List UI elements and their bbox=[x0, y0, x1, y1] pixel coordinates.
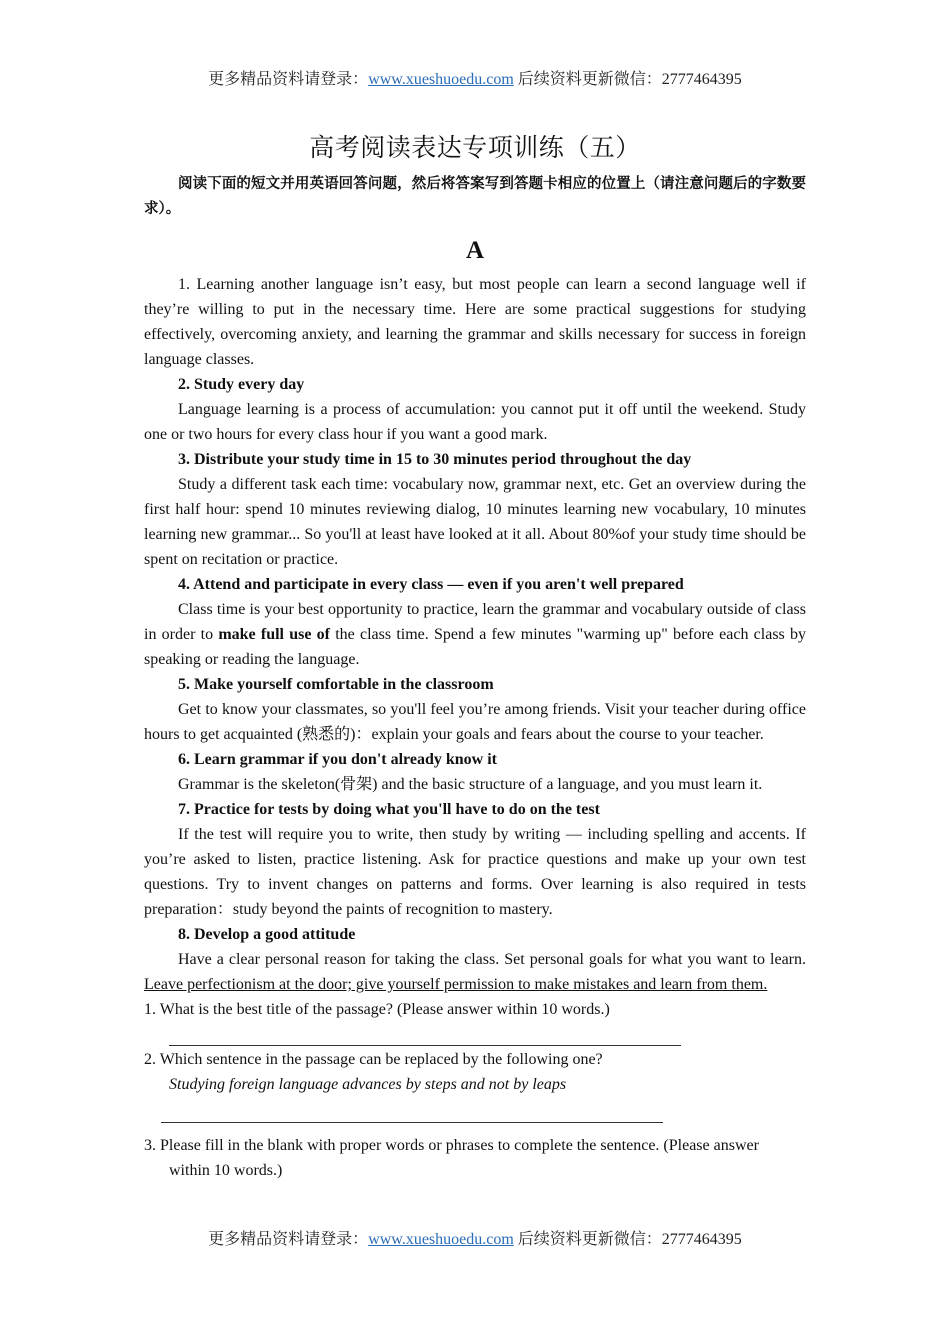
footer-prefix: 更多精品资料请登录： bbox=[208, 1231, 369, 1248]
question-1-text: 1. What is the best title of the passage? (Please answer within 10 words.) bbox=[144, 1001, 610, 1018]
tip-paragraph-4-text-end: the class time. Spend a few minutes "warming up" before each class by speaking or reading the language. bbox=[144, 626, 806, 668]
tip-paragraph-4 bbox=[144, 597, 806, 672]
footer-link[interactable]: www.xueshuoedu.com bbox=[368, 1231, 514, 1248]
section-label: A bbox=[465, 237, 485, 264]
question-3-continuation: within 10 words.) bbox=[169, 1162, 283, 1179]
tip-heading-5: 5. Make yourself comfortable in the classroom bbox=[178, 676, 494, 693]
tip-paragraph-3: Study a different task each time: vocabulary now, grammar next, etc. Get an overview during the first half hour: spend 10 minutes reviewing dialog, 10 minutes learning new vocabulary, 10 minutes learning new grammar... So you'll at least have looked at it all. About 80%of your study time should be spent on recitation or practice. bbox=[144, 476, 806, 568]
instructions: 阅读下面的短文并用英语回答问题，然后将答案写到答题卡相应的位置上（请注意问题后的字数要求）。 bbox=[144, 176, 806, 217]
page-title: 高考阅读表达专项训练（五） bbox=[309, 133, 641, 162]
tip-heading-3: 3. Distribute your study time in 15 to 30 minutes period throughout the day bbox=[178, 451, 692, 468]
passage-intro: 1. Learning another language isn’t easy, but most people can learn a second language well if they’re willing to put in the necessary time. Here are some practical suggestions for studying effectively, overcoming anxiety, and learning the grammar and skills necessary for success in foreign language classes. bbox=[144, 276, 806, 368]
header-suffix: 后续资料更新微信：2777464395 bbox=[513, 71, 742, 88]
tip-paragraph-8-text: Have a clear personal reason for taking the class. Set personal goals for what you want to learn. bbox=[178, 951, 806, 968]
tip-heading-6: 6. Learn grammar if you don't already know it bbox=[178, 751, 497, 768]
question-3 bbox=[144, 1133, 806, 1183]
tip-paragraph-4-text: Class time is your best opportunity to practice, learn the grammar and vocabulary outside of class in order to bbox=[144, 601, 806, 643]
tip-paragraph-2: Language learning is a process of accumulation: you cannot put it off until the weekend. Study one or two hours for every class hour if you want a good mark. bbox=[144, 401, 806, 443]
page-footer bbox=[0, 1226, 950, 1249]
question-1 bbox=[144, 997, 806, 1047]
tip-heading-7: 7. Practice for tests by doing what you'll have to do on the test bbox=[178, 801, 600, 818]
tip-heading-4: 4. Attend and participate in every class — even if you aren't well prepared bbox=[178, 576, 684, 593]
tip-paragraph-6: Grammar is the skeleton(骨架) and the basic structure of a language, and you must learn it. bbox=[178, 776, 763, 793]
header-prefix: 更多精品资料请登录： bbox=[208, 71, 369, 88]
header-link[interactable]: www.xueshuoedu.com bbox=[368, 71, 514, 88]
document-body bbox=[144, 130, 806, 1183]
tip-paragraph-8 bbox=[144, 947, 806, 997]
question-2-text: 2. Which sentence in the passage can be replaced by the following one? bbox=[144, 1051, 603, 1068]
question-2 bbox=[144, 1047, 806, 1133]
bold-phrase: make full use of bbox=[218, 626, 331, 643]
tip-heading-2: 2. Study every day bbox=[178, 376, 305, 393]
underlined-sentence: Leave perfectionism at the door; give yourself permission to make mistakes and learn from them. bbox=[144, 976, 768, 993]
tip-heading-8: 8. Develop a good attitude bbox=[178, 926, 356, 943]
question-3-text: 3. Please fill in the blank with proper words or phrases to complete the sentence. (Please answer bbox=[144, 1137, 759, 1154]
footer-suffix: 后续资料更新微信：2777464395 bbox=[513, 1231, 742, 1248]
tip-paragraph-7: If the test will require you to write, then study by writing — including spelling and accents. If you’re asked to listen, practice listening. Ask for practice questions and make up your own test questions. Try to invent changes on patterns and forms. Over learning is also required in tests preparation：study beyond the paints of recognition to mastery. bbox=[144, 826, 806, 918]
page-header bbox=[0, 66, 950, 89]
question-2-sentence: Studying foreign language advances by steps and not by leaps bbox=[169, 1076, 567, 1093]
tip-paragraph-5: Get to know your classmates, so you'll feel you’re among friends. Visit your teacher during office hours to get acquainted (熟悉的)：explain your goals and fears about the course to your teacher. bbox=[144, 701, 806, 743]
